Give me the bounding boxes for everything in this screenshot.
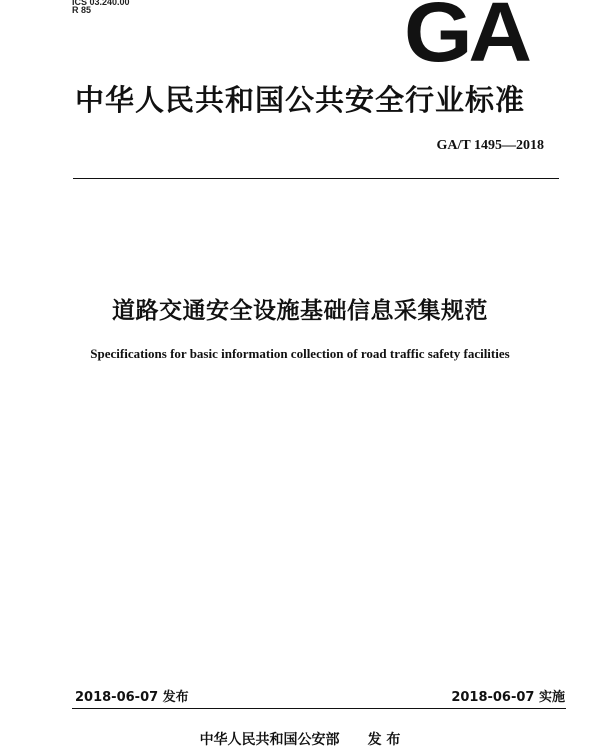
ics-code: ICS 03.240.00 [72,0,130,7]
header-divider [73,178,559,179]
standard-org-title: 中华人民共和国公共安全行业标准 [74,83,525,117]
ccs-code: R 85 [72,5,92,15]
issuer-line [0,729,600,749]
standard-number: GA/T 1495—2018 [436,138,544,153]
issuer-action: 发 布 [367,732,401,748]
footer-divider [72,708,566,709]
implementation-date: 2018-06-07 实施 [451,690,565,705]
document-title-cn: 道路交通安全设施基础信息采集规范 [112,298,488,324]
issuer-name: 中华人民共和国公安部 [199,732,340,748]
document-title-en: Specifications for basic information collection of road traffic safety facilities [90,346,510,361]
ga-logo: GA [404,0,528,64]
issue-date: 2018-06-07 发布 [75,690,189,705]
